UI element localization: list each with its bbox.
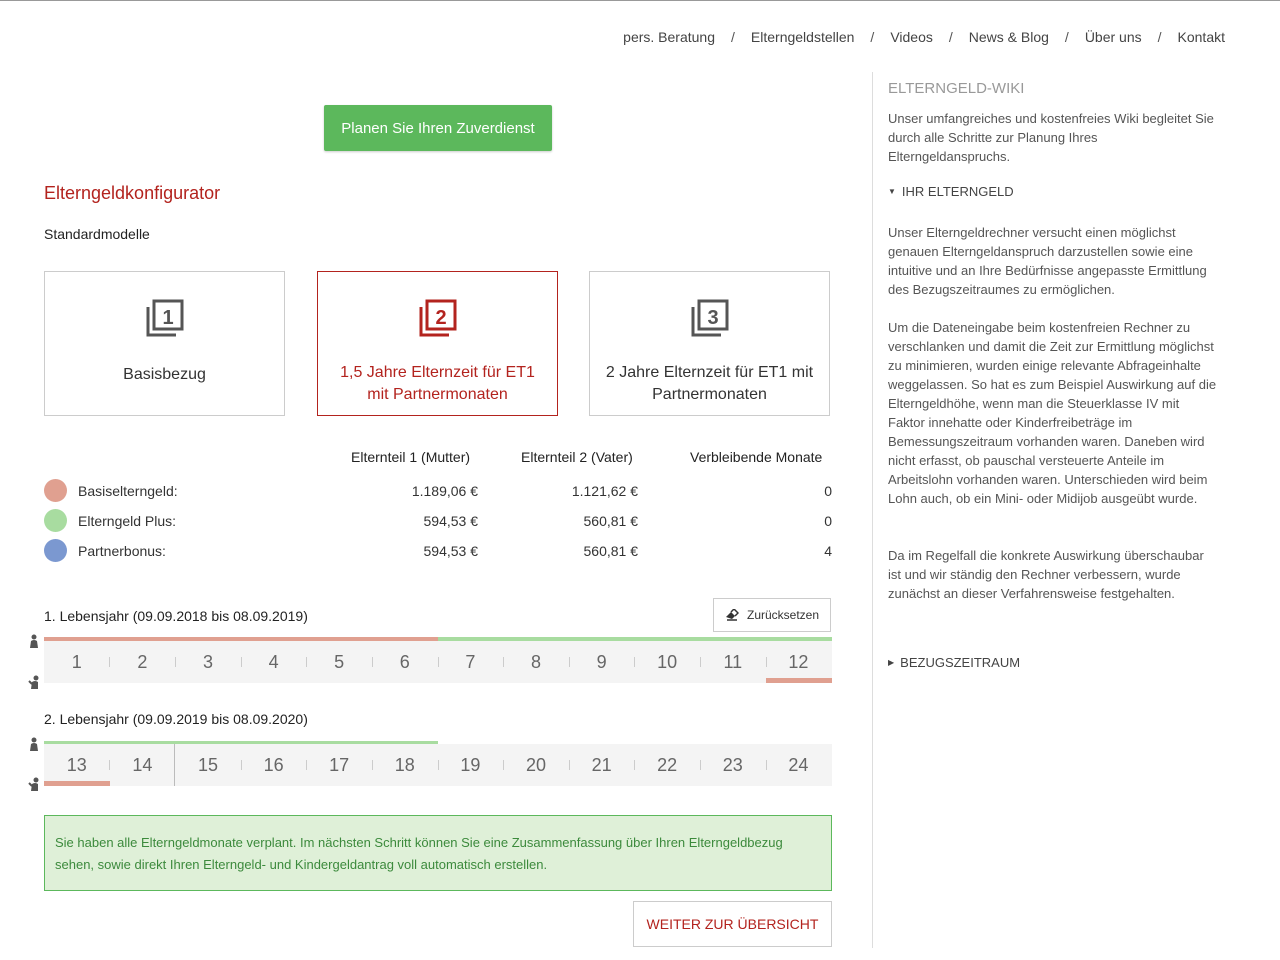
month-cell[interactable]: 6 — [399, 652, 410, 672]
nav-news-blog[interactable]: News & Blog — [968, 29, 1049, 45]
father-icon — [28, 777, 40, 791]
reset-label: Zurücksetzen — [746, 608, 820, 622]
header-elternteil-1: Elternteil 1 (Mutter) — [351, 449, 471, 465]
month-cell[interactable]: 10 — [657, 652, 678, 672]
nav-separator: / — [948, 29, 953, 45]
row-name: Elterngeld Plus: — [78, 513, 177, 529]
nav-separator: / — [1157, 29, 1162, 45]
row-remaining-value: 0 — [824, 513, 832, 529]
wiki-paragraph-3: Da im Regelfall die konkrete Auswirkung überschaubar ist und wir ständig den Rechner verbessern, wurde zunächst an dieser Verfahrensweise festgehalten. — [888, 548, 1204, 601]
row-et2-value: 560,81 € — [583, 513, 638, 529]
table-row-partnerbonus — [44, 539, 832, 563]
month-cell[interactable]: 14 — [132, 755, 153, 775]
model-3-label: 2 Jahre Elternzeit für ET1 mit Partnermonaten — [605, 364, 814, 403]
month-cell[interactable]: 12 — [788, 652, 809, 672]
partner-color-dot — [44, 539, 67, 562]
month-cell[interactable]: 5 — [334, 652, 345, 672]
mother-icon — [28, 737, 40, 751]
nav-videos[interactable]: Videos — [890, 29, 933, 45]
basis-color-dot — [44, 479, 67, 502]
row-name: Basiselterngeld: — [78, 483, 178, 499]
standard-models-heading: Standardmodelle — [44, 226, 150, 242]
month-cell[interactable]: 2 — [137, 652, 148, 672]
reset-button[interactable] — [713, 598, 831, 632]
model-2-icon — [418, 298, 458, 338]
model-1-label: Basisbezug — [123, 366, 206, 383]
month-cell[interactable]: 23 — [722, 755, 743, 775]
month-cell[interactable]: 16 — [263, 755, 284, 775]
nav-kontakt[interactable]: Kontakt — [1177, 29, 1225, 45]
month-cell[interactable]: 15 — [197, 755, 218, 775]
timeline-year-2 — [44, 744, 832, 786]
header-elternteil-2: Elternteil 2 (Vater) — [521, 449, 633, 465]
table-row-elterngeld-plus — [44, 509, 832, 533]
section-bezugszeitraum[interactable] — [888, 655, 1020, 670]
row-et1-value: 1.189,06 € — [411, 483, 478, 499]
row-remaining-value: 0 — [824, 483, 832, 499]
month-cell[interactable]: 9 — [596, 652, 607, 672]
section-ihr-elterngeld[interactable] — [888, 184, 1014, 199]
caret-right-icon: ▶ — [888, 658, 895, 667]
row-et1-value: 594,53 € — [423, 543, 478, 559]
month-cell[interactable]: 1 — [71, 652, 82, 672]
model-3-number: 3 — [706, 307, 719, 329]
wiki-title: ELTERNGELD-WIKI — [888, 80, 1025, 97]
configurator-title: Elterngeldkonfigurator — [44, 183, 221, 203]
row-et1-value: 594,53 € — [423, 513, 478, 529]
month-cell[interactable]: 18 — [394, 755, 415, 775]
month-cell[interactable]: 8 — [530, 652, 541, 672]
row-remaining-value: 4 — [824, 543, 832, 559]
caret-down-icon: ▼ — [888, 187, 896, 196]
next-overview-button[interactable]: WEITER ZUR ÜBERSICHT — [633, 901, 832, 947]
model-3-icon — [690, 298, 730, 338]
year-2-label: 2. Lebensjahr (09.09.2019 bis 08.09.2020) — [44, 711, 308, 727]
top-nav — [623, 29, 1225, 45]
wiki-paragraph-2: Um die Dateneingabe beim kostenfreien Rechner zu verschlanken und damit die Zeit zur Ermittlung möglichst zu minimieren, wurden einige relevante Abfrageinhalte weggelassen. So hat es zum Beispiel Auswirkung auf die Elterngeldhöhe, wenn man die Steuerklasse IV mit Faktor innehatte oder Kinderfreibeträge im Bemessungszeitraum vorhanden waren. Daneben wird nicht erfasst, ob pauschal versteuerte Anteile im Arbeitslohn vorhanden waren. Unterschieden wird beim Lohn auch, ob ein Mini- oder Midijob ausgeübt wurde. — [888, 320, 1217, 506]
year1-father-basis-bar — [766, 678, 832, 683]
model-1-number: 1 — [161, 307, 174, 329]
year-1-label: 1. Lebensjahr (09.09.2018 bis 08.09.2019) — [44, 608, 308, 624]
eraser-icon — [725, 609, 739, 621]
month-cell[interactable]: 19 — [460, 755, 481, 775]
father-icon — [28, 675, 40, 689]
month-cell[interactable]: 3 — [202, 652, 213, 672]
plan-zuverdienst-button[interactable]: Planen Sie Ihren Zuverdienst — [324, 105, 552, 151]
month-cell[interactable]: 24 — [788, 755, 809, 775]
month-cell[interactable]: 7 — [465, 652, 476, 672]
row-name: Partnerbonus: — [78, 543, 166, 559]
nav-separator: / — [1064, 29, 1069, 45]
month-cell[interactable]: 20 — [525, 755, 546, 775]
sidebar-divider — [872, 72, 873, 948]
wiki-paragraph-1: Unser Elterngeldrechner versucht einen möglichst genauen Elterngeldanspruch darzustellen sowie eine intuitive und an Ihre Bedürfnisse angepasste Ermittlung des Bezugszeitraumes zu ermöglichen. — [888, 225, 1207, 297]
year2-father-basis-bar — [44, 781, 110, 786]
month-cell[interactable]: 11 — [723, 652, 743, 672]
nav-pers-beratung[interactable]: pers. Beratung — [623, 29, 716, 45]
nav-ueber-uns[interactable]: Über uns — [1084, 29, 1142, 45]
model-card-2-jahre[interactable] — [589, 271, 830, 416]
nav-separator: / — [870, 29, 875, 45]
model-2-label: 1,5 Jahre Elternzeit für ET1 mit Partnermonaten — [340, 364, 535, 403]
month-cell[interactable]: 13 — [66, 755, 87, 775]
nav-elterngeldstellen[interactable]: Elterngeldstellen — [750, 29, 855, 45]
model-card-1-5-jahre[interactable] — [317, 271, 558, 416]
table-row-basiselterngeld — [44, 479, 832, 503]
model-card-basisbezug[interactable] — [44, 271, 285, 416]
month-cell[interactable]: 17 — [329, 755, 350, 775]
mother-icon — [28, 634, 40, 648]
section-label: IHR ELTERNGELD — [901, 184, 1014, 199]
header-remaining: Verbleibende Monate — [690, 449, 823, 465]
success-alert: Sie haben alle Elterngeldmonate verplant. Im nächsten Schritt können Sie eine Zusammenfassung über Ihren Elterngeldbezug sehen, sowie direkt Ihren Elterngeld- und Kindergeldantrag voll automatisch erstellen. — [44, 815, 832, 891]
row-et2-value: 1.121,62 € — [571, 483, 638, 499]
month-cell[interactable]: 22 — [657, 755, 678, 775]
model-2-number: 2 — [434, 307, 447, 329]
model-1-icon — [145, 298, 185, 338]
wiki-intro: Unser umfangreiches und kostenfreies Wiki begleitet Sie durch alle Schritte zur Planung Ihres Elterngeldanspruchs. — [888, 111, 1214, 164]
month-cell[interactable]: 21 — [591, 755, 612, 775]
month-cell[interactable]: 4 — [268, 652, 279, 672]
section-label: BEZUGSZEITRAUM — [900, 655, 1021, 670]
nav-separator: / — [731, 29, 735, 45]
plus-color-dot — [44, 509, 67, 532]
row-et2-value: 560,81 € — [583, 543, 638, 559]
timeline-year-1 — [44, 641, 832, 683]
top-border — [0, 0, 1280, 1]
